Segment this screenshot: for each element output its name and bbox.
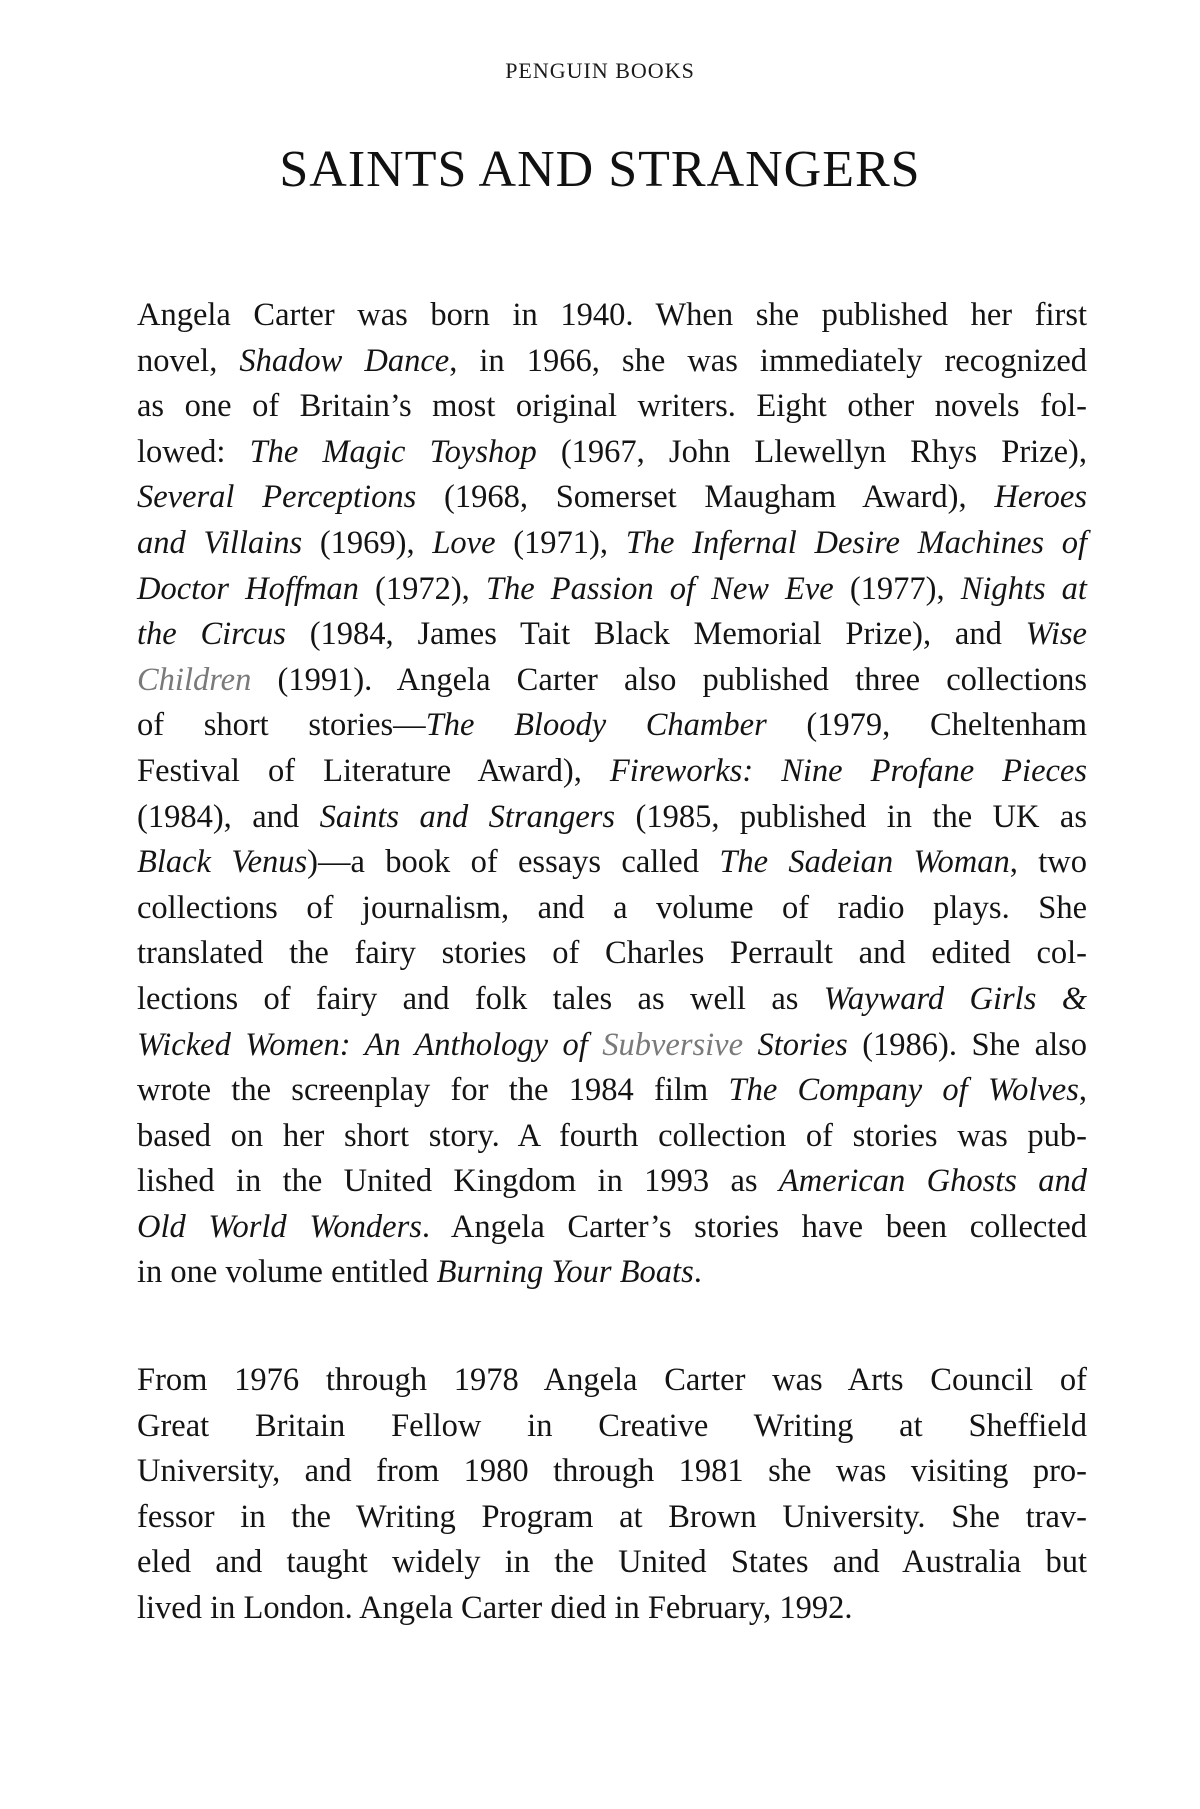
text-line — [137, 1250, 1087, 1296]
text-line — [137, 567, 1087, 613]
book-title-italic: Doctor Hoffman — [137, 570, 359, 607]
text-line — [137, 293, 1087, 339]
text-segment: (1991). Angela Carter also published three collections — [251, 661, 1087, 698]
text-segment: )—a book of essays called — [307, 844, 720, 881]
book-title-italic: the Circus — [137, 616, 286, 653]
text-line — [137, 430, 1087, 476]
text-segment: Festival of Literature Award), — [137, 752, 610, 789]
book-title: SAINTS AND STRANGERS — [279, 141, 921, 198]
text-line — [137, 886, 1087, 932]
book-title-italic: Burning Your Boats — [436, 1254, 694, 1291]
text-line — [137, 795, 1087, 841]
book-title-italic: Old World Wonders — [137, 1208, 422, 1245]
book-title-italic: and Villains — [137, 524, 303, 561]
text-line — [137, 521, 1087, 567]
text-line — [137, 1358, 1087, 1404]
text-segment: (1968, Somerset Maugham Award), — [416, 479, 995, 516]
text-segment: fessor in the Writing Program at Brown University. She trav- — [137, 1498, 1087, 1535]
text-segment: of short stories— — [137, 707, 426, 744]
text-segment: as one of Britain’s most original writers. Eight other novels fol- — [137, 388, 1087, 425]
book-title-italic: The Infernal Desire Machines of — [625, 524, 1087, 561]
text-line — [137, 384, 1087, 430]
text-line — [137, 749, 1087, 795]
text-line — [137, 1586, 1087, 1632]
text-line — [137, 1449, 1087, 1495]
text-line — [137, 977, 1087, 1023]
book-title-italic: Wicked Women: An Anthology of — [137, 1026, 603, 1063]
book-title-italic: American Ghosts and — [778, 1163, 1087, 1200]
text-segment: , two — [1009, 844, 1087, 881]
text-segment: (1986). She also — [847, 1026, 1088, 1063]
text-segment: (1967, John Llewellyn Rhys Prize), — [536, 433, 1087, 470]
book-title-italic: Nights at — [960, 570, 1087, 607]
text-segment: (1984, James Tait Black Memorial Prize), and — [285, 616, 1026, 653]
text-line — [137, 1540, 1087, 1586]
text-segment: (1969), — [302, 524, 433, 561]
publisher-name: PENGUIN BOOKS — [505, 58, 695, 83]
text-line — [137, 612, 1087, 658]
text-segment: lowed: — [137, 433, 250, 470]
book-title-italic: Fireworks: Nine Profane Pieces — [609, 752, 1087, 789]
book-title-italic: Wayward Girls & — [823, 980, 1087, 1017]
text-segment: From 1976 through 1978 Angela Carter was Arts Council of — [137, 1362, 1087, 1398]
text-line — [137, 339, 1087, 385]
text-segment: . Angela Carter’s stories have been collected — [421, 1208, 1087, 1245]
text-segment: , — [1078, 1072, 1087, 1109]
text-segment: translated the fairy stories of Charles Perrault and edited col- — [137, 935, 1087, 972]
book-title-italic: Shadow Dance — [239, 342, 450, 379]
book-title-italic: The Company of Wolves — [728, 1072, 1079, 1109]
text-segment: (1972), — [358, 570, 486, 607]
text-segment: (1979, Cheltenham — [766, 707, 1087, 744]
text-segment: (1977), — [833, 570, 961, 607]
text-line — [137, 1495, 1087, 1541]
text-line — [137, 475, 1087, 521]
book-title-italic: The Bloody Chamber — [425, 707, 767, 744]
text-segment: (1985, published in the UK as — [615, 798, 1088, 835]
text-line — [137, 1205, 1087, 1251]
text-line — [137, 931, 1087, 977]
text-line — [137, 1114, 1087, 1160]
text-segment: lished in the United Kingdom in 1993 as — [137, 1163, 779, 1200]
text-segment: based on her short story. A fourth collection of stories was pub- — [137, 1117, 1087, 1154]
text-segment: lections of fairy and folk tales as well as — [137, 980, 824, 1017]
text-line — [137, 703, 1087, 749]
text-segment: wrote the screenplay for the 1984 film — [137, 1072, 729, 1109]
text-segment: (1984), and — [137, 798, 320, 835]
book-title-italic: Children — [137, 661, 252, 698]
text-segment: lived in London. Angela Carter died in February, 1992. — [137, 1589, 853, 1626]
text-segment: . — [693, 1254, 702, 1291]
book-title-italic: The Magic Toyshop — [249, 433, 537, 470]
book-title-italic: Heroes — [994, 479, 1088, 516]
text-line — [137, 1023, 1087, 1069]
text-segment: Great Britain Fellow in Creative Writing at Sheffield — [137, 1407, 1087, 1444]
book-title-italic: Love — [432, 524, 496, 561]
text-segment: (1971), — [495, 524, 626, 561]
text-line — [137, 840, 1087, 886]
book-title-italic: Several Perceptions — [137, 479, 417, 516]
text-segment: Angela Carter was born in 1940. When she published her first — [137, 297, 1087, 333]
book-title-italic: The Sadeian Woman — [719, 844, 1010, 881]
text-segment: in one volume entitled — [137, 1254, 437, 1291]
book-title-italic: Wise — [1025, 616, 1087, 653]
text-segment: novel, — [137, 342, 240, 379]
text-segment: collections of journalism, and a volume of radio plays. She — [137, 889, 1087, 926]
text-segment: , in 1966, she was immediately recognized — [449, 342, 1087, 379]
author-bio-paragraph — [137, 293, 1087, 1296]
text-line — [137, 658, 1087, 704]
book-title-italic: Subversive — [602, 1026, 744, 1063]
text-line — [137, 1159, 1087, 1205]
text-line — [137, 1404, 1087, 1450]
text-segment: eled and taught widely in the United States and Australia but — [137, 1544, 1087, 1581]
book-title-italic: Saints and Strangers — [319, 798, 616, 835]
text-line — [137, 1068, 1087, 1114]
text-segment: University, and from 1980 through 1981 she was visiting pro- — [137, 1453, 1087, 1490]
author-bio-paragraph-2 — [137, 1358, 1087, 1632]
book-title-italic: The Passion of New Eve — [485, 570, 834, 607]
book-title-italic: Stories — [743, 1026, 848, 1063]
book-title-italic: Black Venus — [137, 844, 308, 881]
